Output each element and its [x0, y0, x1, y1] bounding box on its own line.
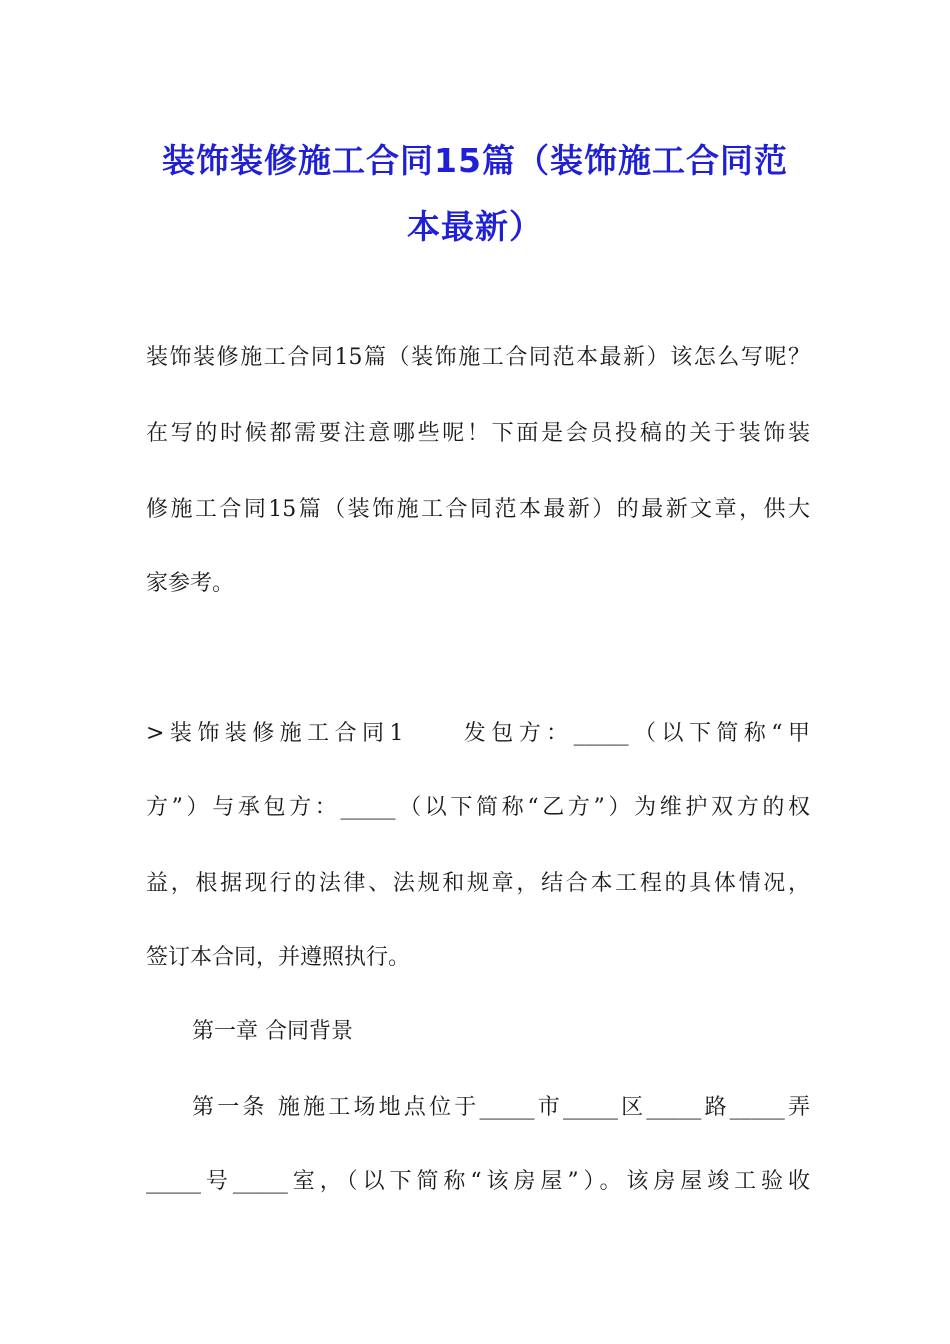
- article-line: _____号_____室，（以下简称“该房屋”）。该房屋竣工验收: [146, 1169, 810, 1194]
- intro-line: 装饰装修施工合同15篇（装饰施工合同范本最新）该怎么写呢？: [146, 345, 810, 370]
- document-title-line-1: 装饰装修施工合同15篇（装饰施工合同范: [162, 141, 788, 180]
- intro-line: 在写的时候都需要注意哪些呢！下面是会员投稿的关于装饰装: [146, 421, 810, 446]
- document-title-line-2: 本最新）: [407, 207, 543, 246]
- chapter-heading: 第一章 合同背景: [192, 1019, 353, 1044]
- body-line: 方”）与承包方：_____（以下简称“乙方”）为维护双方的权: [146, 795, 810, 820]
- body-line: 签订本合同，并遵照执行。: [146, 945, 411, 970]
- article-line: 第一条 施施工场地点位于_____市_____区_____路_____弄: [192, 1095, 810, 1120]
- body-line: 益，根据现行的法律、法规和规章，结合本工程的具体情况，: [146, 871, 810, 896]
- intro-line: 家参考。: [146, 571, 235, 596]
- intro-line: 修施工合同15篇（装饰施工合同范本最新）的最新文章，供大: [146, 497, 810, 522]
- body-line: >装饰装修施工合同1 发包方：_____（以下简称“甲: [146, 721, 810, 746]
